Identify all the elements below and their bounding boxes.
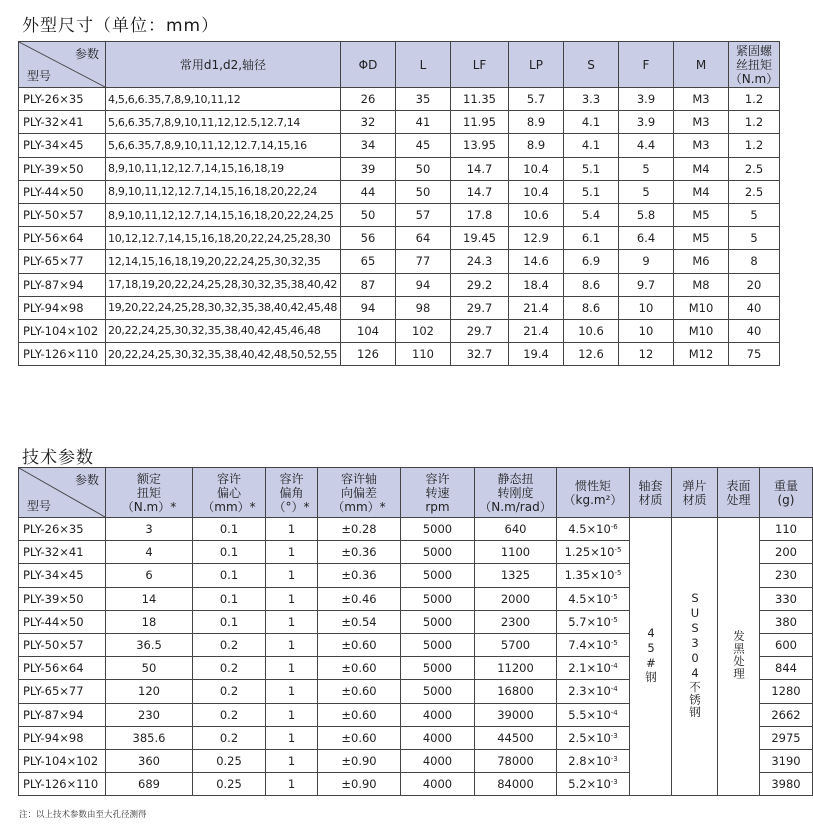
shaft-dia-cell: 20,22,24,25,30,32,35,38,40,42,45,46,48 [106, 319, 341, 342]
value-cell: 3.3 [564, 88, 619, 111]
value-cell: 3 [106, 518, 193, 541]
weight-cell: 230 [760, 564, 813, 587]
value-cell: 5 [729, 227, 780, 250]
value-cell: 50 [106, 657, 193, 680]
value-cell: 110 [396, 343, 451, 366]
value-cell: 40 [729, 319, 780, 342]
value-cell: 75 [729, 343, 780, 366]
footnote: 注：以上技术参数由至大孔径测得 [19, 810, 147, 820]
value-cell: 57 [396, 203, 451, 226]
value-cell: 77 [396, 250, 451, 273]
inertia-cell: $7.4\times 10^{-5}$ [557, 633, 630, 656]
value-cell: 8 [729, 250, 780, 273]
value-cell: 13.95 [451, 134, 509, 157]
col-angle: 容许 偏角 （°）* [266, 468, 318, 518]
value-cell: 19.45 [451, 227, 509, 250]
value-cell: 50 [396, 157, 451, 180]
value-cell: 39000 [475, 703, 557, 726]
model-cell: PLY-39×50 [19, 157, 106, 180]
inertia-cell: $5.5\times 10^{-4}$ [557, 703, 630, 726]
model-cell: PLY-126×110 [19, 773, 106, 796]
table-row [19, 273, 780, 296]
inertia-cell: $2.8\times 10^{-3}$ [557, 749, 630, 772]
shaft-dia-cell: 4,5,6,6.35,7,8,9,10,11,12 [106, 88, 341, 111]
value-cell: 29.7 [451, 319, 509, 342]
value-cell: M4 [674, 157, 729, 180]
value-cell: M10 [674, 319, 729, 342]
value-cell: 5000 [401, 541, 475, 564]
col-f: F [619, 42, 674, 88]
model-cell: PLY-39×50 [19, 587, 106, 610]
value-cell: 50 [341, 203, 396, 226]
value-cell: 0.1 [193, 564, 266, 587]
corner-model-label: 型号 [27, 499, 52, 513]
spring-material-cell: SUS304不锈钢 [672, 518, 718, 796]
col-s: S [564, 42, 619, 88]
col-screw-torque: 紧固螺 丝扭矩 （N.m） [729, 43, 779, 86]
value-cell: 1 [266, 657, 318, 680]
shaft-dia-cell: 19,20,22,24,25,28,30,32,35,38,40,42,45,48 [106, 296, 341, 319]
col-spring-material: 弹片 材质 [672, 468, 718, 518]
value-cell: 1 [266, 749, 318, 772]
value-cell: 1 [266, 587, 318, 610]
value-cell: 5.7 [509, 88, 564, 111]
value-cell: 32.7 [451, 343, 509, 366]
inertia-cell: $1.25\times 10^{-5}$ [557, 541, 630, 564]
value-cell: ±0.90 [318, 773, 401, 796]
value-cell: 0.1 [193, 518, 266, 541]
value-cell: 5.4 [564, 203, 619, 226]
value-cell: 87 [341, 273, 396, 296]
value-cell: 29.2 [451, 273, 509, 296]
value-cell: 2.5 [729, 157, 780, 180]
value-cell: 11.35 [451, 88, 509, 111]
value-cell: 56 [341, 227, 396, 250]
model-cell: PLY-65×77 [19, 250, 106, 273]
value-cell: 1 [266, 564, 318, 587]
value-cell: 12.9 [509, 227, 564, 250]
col-surface: 表面 处理 [718, 468, 760, 518]
value-cell: 4.1 [564, 111, 619, 134]
model-cell: PLY-34×45 [19, 564, 106, 587]
value-cell: 19.4 [509, 343, 564, 366]
shaft-dia-cell: 17,18,19,20,22,24,25,28,30,32,35,38,40,42 [106, 273, 341, 296]
value-cell: 10 [619, 296, 674, 319]
model-cell: PLY-44×50 [19, 610, 106, 633]
value-cell: 5000 [401, 518, 475, 541]
value-cell: 4000 [401, 773, 475, 796]
weight-cell: 2975 [760, 726, 813, 749]
value-cell: 5000 [401, 610, 475, 633]
value-cell: 1 [266, 518, 318, 541]
value-cell: 4.1 [564, 134, 619, 157]
model-cell: PLY-87×94 [19, 703, 106, 726]
value-cell: 1 [266, 773, 318, 796]
value-cell: ±0.28 [318, 518, 401, 541]
model-cell: PLY-65×77 [19, 680, 106, 703]
value-cell: 64 [396, 227, 451, 250]
inertia-cell: $5.7\times 10^{-5}$ [557, 610, 630, 633]
value-cell: 10.4 [509, 180, 564, 203]
col-l: L [396, 42, 451, 88]
value-cell: 9 [619, 250, 674, 273]
value-cell: 12.6 [564, 343, 619, 366]
value-cell: 8.6 [564, 296, 619, 319]
shaft-dia-cell: 8,9,10,11,12,12.7,14,15,16,18,20,22,24,25 [106, 203, 341, 226]
model-cell: PLY-87×94 [19, 273, 106, 296]
value-cell: M5 [674, 227, 729, 250]
value-cell: 0.25 [193, 773, 266, 796]
value-cell: 94 [341, 296, 396, 319]
shaft-dia-cell: 8,9,10,11,12,12.7,14,15,16,18,19 [106, 157, 341, 180]
weight-cell: 200 [760, 541, 813, 564]
value-cell: 14 [106, 587, 193, 610]
value-cell: 0.2 [193, 680, 266, 703]
value-cell: 126 [341, 343, 396, 366]
value-cell: 4.4 [619, 134, 674, 157]
model-cell: PLY-50×57 [19, 203, 106, 226]
value-cell: 1.2 [729, 88, 780, 111]
value-cell: 4 [106, 541, 193, 564]
weight-cell: 3190 [760, 749, 813, 772]
value-cell: 6 [106, 564, 193, 587]
value-cell: 1.2 [729, 111, 780, 134]
value-cell: 14.7 [451, 157, 509, 180]
value-cell: 5000 [401, 633, 475, 656]
value-cell: 24.3 [451, 250, 509, 273]
inertia-cell: $4.5\times 10^{-5}$ [557, 587, 630, 610]
value-cell: 5000 [401, 587, 475, 610]
value-cell: M5 [674, 203, 729, 226]
shaft-dia-cell: 5,6,6.35,7,8,9,10,11,12,12.5,12.7,14 [106, 111, 341, 134]
value-cell: 1 [266, 610, 318, 633]
weight-cell: 844 [760, 657, 813, 680]
value-cell: ±0.60 [318, 680, 401, 703]
shaft-dia-cell: 12,14,15,16,18,19,20,22,24,25,30,32,35 [106, 250, 341, 273]
value-cell: 45 [396, 134, 451, 157]
value-cell: 4000 [401, 726, 475, 749]
value-cell: 1100 [475, 541, 557, 564]
model-cell: PLY-44×50 [19, 180, 106, 203]
value-cell: 17.8 [451, 203, 509, 226]
value-cell: 6.1 [564, 227, 619, 250]
value-cell: 1.2 [729, 134, 780, 157]
tech-title: 技术参数 [22, 448, 94, 468]
inertia-cell: $2.3\times 10^{-4}$ [557, 680, 630, 703]
shaft-dia-cell: 10,12,12.7,14,15,16,18,20,22,24,25,28,30 [106, 227, 341, 250]
value-cell: M3 [674, 134, 729, 157]
value-cell: M3 [674, 111, 729, 134]
table-row [19, 157, 780, 180]
value-cell: 0.1 [193, 541, 266, 564]
table-row [19, 296, 780, 319]
table-row [19, 518, 813, 541]
value-cell: 5000 [401, 680, 475, 703]
dimensions-title: 外型尺寸（单位：mm） [22, 16, 220, 36]
col-rated-torque: 额定 扭矩 （N.m）* [106, 468, 193, 518]
value-cell: 44 [341, 180, 396, 203]
value-cell: 39 [341, 157, 396, 180]
value-cell: 1 [266, 541, 318, 564]
value-cell: 0.1 [193, 587, 266, 610]
value-cell: 6.9 [564, 250, 619, 273]
dimensions-table [18, 41, 780, 366]
weight-cell: 380 [760, 610, 813, 633]
inertia-cell: $2.5\times 10^{-3}$ [557, 726, 630, 749]
weight-cell: 600 [760, 633, 813, 656]
shaft-dia-cell: 8,9,10,11,12,12.7,14,15,16,18,20,22,24 [106, 180, 341, 203]
corner-param-label: 参数 [74, 47, 99, 61]
value-cell: 6.4 [619, 227, 674, 250]
value-cell: 1325 [475, 564, 557, 587]
value-cell: 5.8 [619, 203, 674, 226]
value-cell: 360 [106, 749, 193, 772]
inertia-cell: $4.5\times 10^{-6}$ [557, 518, 630, 541]
value-cell: 9.7 [619, 273, 674, 296]
value-cell: 5000 [401, 657, 475, 680]
value-cell: ±0.36 [318, 541, 401, 564]
value-cell: ±0.46 [318, 587, 401, 610]
inertia-cell: $1.35\times 10^{-5}$ [557, 564, 630, 587]
model-cell: PLY-26×35 [19, 518, 106, 541]
value-cell: M3 [674, 88, 729, 111]
value-cell: 102 [396, 319, 451, 342]
value-cell: 10.6 [509, 203, 564, 226]
col-axial: 容许轴 向偏差 （mm）* [318, 468, 401, 518]
value-cell: 5.1 [564, 180, 619, 203]
value-cell: 2000 [475, 587, 557, 610]
model-cell: PLY-26×35 [19, 88, 106, 111]
value-cell: 0.25 [193, 749, 266, 772]
value-cell: 84000 [475, 773, 557, 796]
model-cell: PLY-104×102 [19, 749, 106, 772]
value-cell: 640 [475, 518, 557, 541]
value-cell: 0.2 [193, 726, 266, 749]
value-cell: 18.4 [509, 273, 564, 296]
value-cell: 4000 [401, 749, 475, 772]
col-shaft-dia: 常用d1,d2,轴径 [106, 42, 341, 88]
value-cell: ±0.60 [318, 633, 401, 656]
value-cell: 50 [396, 180, 451, 203]
value-cell: 1 [266, 680, 318, 703]
value-cell: ±0.60 [318, 703, 401, 726]
value-cell: 36.5 [106, 633, 193, 656]
col-phid: ΦD [341, 42, 396, 88]
model-cell: PLY-32×41 [19, 541, 106, 564]
col-sleeve-material: 轴套 材质 [630, 468, 672, 518]
value-cell: 10.6 [564, 319, 619, 342]
table-row [19, 88, 780, 111]
corner-model-label: 型号 [27, 69, 52, 83]
value-cell: 0.2 [193, 633, 266, 656]
value-cell: 21.4 [509, 296, 564, 319]
value-cell: 8.9 [509, 111, 564, 134]
value-cell: 5 [619, 157, 674, 180]
value-cell: 34 [341, 134, 396, 157]
value-cell: 230 [106, 703, 193, 726]
model-cell: PLY-126×110 [19, 343, 106, 366]
value-cell: 21.4 [509, 319, 564, 342]
value-cell: 65 [341, 250, 396, 273]
shaft-dia-cell: 20,22,24,25,30,32,35,38,40,42,48,50,52,55 [106, 343, 341, 366]
value-cell: 120 [106, 680, 193, 703]
shaft-dia-cell: 5,6,6.35,7,8,9,10,11,12,12.7,14,15,16 [106, 134, 341, 157]
value-cell: 94 [396, 273, 451, 296]
value-cell: 44500 [475, 726, 557, 749]
value-cell: ±0.60 [318, 657, 401, 680]
model-cell: PLY-34×45 [19, 134, 106, 157]
value-cell: 12 [619, 343, 674, 366]
col-lf: LF [451, 42, 509, 88]
table-row [19, 343, 780, 366]
value-cell: M4 [674, 180, 729, 203]
value-cell: 10 [619, 319, 674, 342]
value-cell: 26 [341, 88, 396, 111]
surface-treatment-cell: 发黑处理 [718, 518, 760, 796]
model-cell: PLY-56×64 [19, 657, 106, 680]
model-cell: PLY-104×102 [19, 319, 106, 342]
value-cell: 8.9 [509, 134, 564, 157]
col-m: M [674, 42, 729, 88]
value-cell: 1 [266, 726, 318, 749]
col-inertia: 惯性矩 （kg.m²） [557, 468, 630, 518]
value-cell: M12 [674, 343, 729, 366]
value-cell: 5 [729, 203, 780, 226]
table-row [19, 180, 780, 203]
value-cell: 18 [106, 610, 193, 633]
value-cell: 0.1 [193, 610, 266, 633]
table-row [19, 203, 780, 226]
model-cell: PLY-32×41 [19, 111, 106, 134]
value-cell: 29.7 [451, 296, 509, 319]
col-lp: LP [509, 42, 564, 88]
value-cell: 5.1 [564, 157, 619, 180]
value-cell: 4000 [401, 703, 475, 726]
model-cell: PLY-94×98 [19, 726, 106, 749]
value-cell: 14.7 [451, 180, 509, 203]
value-cell: 10.4 [509, 157, 564, 180]
inertia-cell: $5.2\times 10^{-3}$ [557, 773, 630, 796]
corner-param-label: 参数 [74, 473, 99, 487]
col-speed: 容许 转速 rpm [401, 468, 475, 518]
value-cell: ±0.36 [318, 564, 401, 587]
value-cell: 0.2 [193, 703, 266, 726]
value-cell: ±0.90 [318, 749, 401, 772]
model-cell: PLY-56×64 [19, 227, 106, 250]
table-row [19, 227, 780, 250]
value-cell: 2.5 [729, 180, 780, 203]
value-cell: ±0.60 [318, 726, 401, 749]
value-cell: 3.9 [619, 111, 674, 134]
sleeve-material-cell: 45#钢 [630, 518, 672, 796]
value-cell: 32 [341, 111, 396, 134]
value-cell: 2300 [475, 610, 557, 633]
value-cell: 689 [106, 773, 193, 796]
value-cell: 0.2 [193, 657, 266, 680]
table-row [19, 250, 780, 273]
value-cell: 78000 [475, 749, 557, 772]
value-cell: 16800 [475, 680, 557, 703]
value-cell: M8 [674, 273, 729, 296]
col-weight: 重量 (g) [760, 468, 813, 518]
weight-cell: 2662 [760, 703, 813, 726]
weight-cell: 1280 [760, 680, 813, 703]
value-cell: 35 [396, 88, 451, 111]
value-cell: M10 [674, 296, 729, 319]
value-cell: 11.95 [451, 111, 509, 134]
value-cell: 3.9 [619, 88, 674, 111]
dims-corner-header [19, 42, 106, 88]
tech-corner-header [19, 468, 106, 518]
value-cell: 5000 [401, 564, 475, 587]
weight-cell: 110 [760, 518, 813, 541]
value-cell: 5 [619, 180, 674, 203]
model-cell: PLY-94×98 [19, 296, 106, 319]
value-cell: 40 [729, 296, 780, 319]
model-cell: PLY-50×57 [19, 633, 106, 656]
value-cell: 14.6 [509, 250, 564, 273]
value-cell: 5700 [475, 633, 557, 656]
col-eccentric: 容许 偏心 （mm）* [193, 468, 266, 518]
value-cell: 11200 [475, 657, 557, 680]
value-cell: 41 [396, 111, 451, 134]
inertia-cell: $2.1\times 10^{-4}$ [557, 657, 630, 680]
value-cell: 98 [396, 296, 451, 319]
table-row [19, 134, 780, 157]
table-row [19, 319, 780, 342]
value-cell: 385.6 [106, 726, 193, 749]
value-cell: 104 [341, 319, 396, 342]
value-cell: 1 [266, 633, 318, 656]
weight-cell: 330 [760, 587, 813, 610]
weight-cell: 3980 [760, 773, 813, 796]
value-cell: 8.6 [564, 273, 619, 296]
value-cell: 20 [729, 273, 780, 296]
col-stiffness: 静态扭 转刚度 （N.m/rad） [475, 468, 557, 518]
value-cell: ±0.54 [318, 610, 401, 633]
value-cell: 1 [266, 703, 318, 726]
value-cell: M6 [674, 250, 729, 273]
tech-table [18, 467, 813, 796]
table-row [19, 111, 780, 134]
